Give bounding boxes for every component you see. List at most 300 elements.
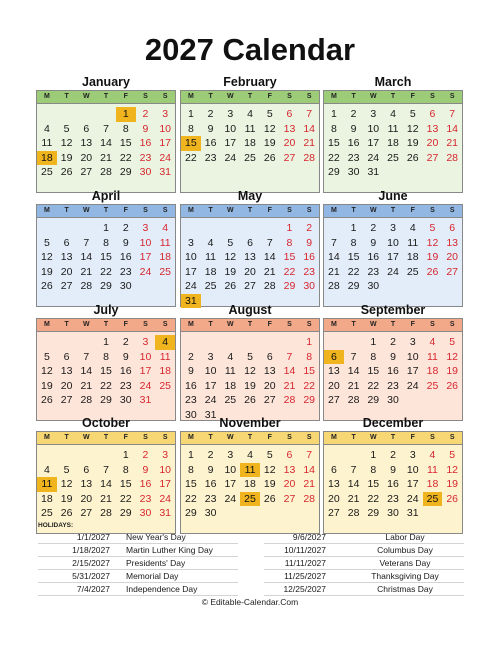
holiday-day-cell: 11: [240, 463, 260, 478]
month-days: [36, 217, 176, 307]
day-cell: 7: [350, 463, 357, 476]
holiday-name: Presidents' Day: [126, 558, 186, 568]
day-cell: 26: [41, 394, 53, 406]
weekday-label: S: [162, 207, 168, 214]
weekday-label: T: [390, 93, 396, 100]
day-cell: 30: [119, 394, 132, 406]
day-cell: 15: [185, 478, 197, 490]
day-cell: 15: [347, 251, 360, 263]
day-cell: 3: [409, 449, 416, 461]
weekday-header-row: [323, 90, 463, 103]
day-cell: 4: [227, 350, 234, 363]
holiday-day-cell: 31: [181, 294, 201, 309]
day-cell: 30: [204, 507, 217, 519]
empty-day-cell: [403, 279, 423, 294]
day-cell: 25: [41, 507, 53, 519]
empty-day-cell: [57, 335, 77, 350]
week-row: [37, 279, 175, 294]
week-row: [324, 122, 462, 137]
weekday-label: T: [103, 434, 109, 441]
empty-day-cell: [260, 221, 280, 236]
day-cell: 13: [244, 251, 256, 263]
day-cell: 28: [80, 280, 93, 292]
day-cell: 16: [387, 365, 399, 377]
weekday-label: M: [187, 93, 194, 100]
month-december: [323, 415, 463, 534]
day-cell: 4: [162, 222, 169, 234]
day-cell: 10: [159, 463, 172, 476]
day-cell: 29: [367, 394, 380, 406]
empty-day-cell: [181, 165, 201, 180]
day-cell: 27: [244, 280, 256, 292]
month-may: [180, 188, 320, 307]
empty-day-cell: [201, 221, 221, 236]
day-cell: 5: [266, 449, 273, 461]
day-cell: 31: [367, 166, 380, 178]
weekday-label: W: [369, 321, 377, 328]
day-cell: 21: [347, 379, 360, 392]
day-cell: 9: [207, 122, 214, 135]
day-cell: 7: [103, 122, 109, 135]
day-cell: 15: [100, 365, 112, 377]
week-row: [37, 477, 175, 492]
day-cell: 20: [446, 251, 459, 263]
day-cell: 8: [306, 350, 313, 363]
holiday-row: [38, 557, 238, 570]
day-cell: 9: [187, 365, 194, 377]
holiday-day-cell: 15: [181, 136, 201, 151]
footer-credit: © Editable-Calendar.Com: [201, 597, 299, 607]
day-cell: 21: [328, 265, 340, 278]
day-cell: 4: [247, 449, 253, 461]
day-cell: 1: [306, 336, 313, 348]
day-cell: 25: [387, 151, 399, 164]
day-cell: 29: [119, 166, 132, 178]
weekday-label: W: [226, 207, 234, 214]
day-cell: 23: [387, 379, 399, 392]
day-cell: 12: [224, 251, 237, 263]
day-cell: 26: [446, 379, 459, 392]
day-cell: 6: [247, 236, 253, 249]
day-cell: 24: [139, 379, 152, 392]
empty-day-cell: [423, 279, 443, 294]
day-cell: 28: [347, 394, 360, 406]
day-cell: 14: [283, 365, 296, 377]
day-cell: 16: [139, 137, 152, 149]
month-september: [323, 302, 463, 421]
day-cell: 16: [204, 137, 217, 149]
week-row: [37, 379, 175, 394]
weekday-label: M: [43, 207, 50, 214]
month-days: [36, 331, 176, 421]
empty-day-cell: [423, 165, 443, 180]
weekday-label: S: [287, 321, 292, 328]
day-cell: 20: [80, 151, 93, 164]
holiday-day-cell: 18: [37, 151, 57, 166]
empty-day-cell: [181, 221, 201, 236]
week-row: [181, 265, 319, 280]
weekday-label: M: [330, 207, 337, 214]
weekday-label: M: [330, 434, 337, 441]
day-cell: 17: [185, 265, 197, 278]
day-cell: 20: [244, 265, 256, 278]
day-cell: 8: [103, 236, 109, 249]
day-cell: 15: [119, 478, 132, 490]
empty-day-cell: [76, 221, 96, 236]
weekday-label: W: [82, 434, 90, 441]
day-cell: 7: [306, 108, 313, 120]
day-cell: 25: [426, 379, 439, 392]
weekday-label: W: [369, 93, 377, 100]
weekday-label: W: [226, 434, 234, 441]
weekday-label: T: [351, 207, 356, 214]
day-cell: 7: [83, 350, 90, 363]
empty-day-cell: [201, 165, 221, 180]
day-cell: 13: [80, 137, 93, 149]
month-name: September: [360, 303, 426, 317]
day-cell: 21: [80, 265, 93, 278]
day-cell: 13: [80, 478, 93, 490]
day-cell: 12: [244, 365, 256, 377]
day-cell: 8: [350, 236, 357, 249]
weekday-label: F: [410, 434, 415, 441]
day-cell: 1: [103, 336, 109, 348]
empty-day-cell: [57, 448, 77, 463]
day-cell: 29: [283, 280, 296, 292]
weekday-label: S: [449, 434, 455, 441]
day-cell: 25: [204, 280, 217, 292]
empty-day-cell: [324, 448, 344, 463]
day-cell: 11: [427, 350, 438, 363]
month-days: [323, 103, 463, 193]
day-cell: 27: [60, 280, 73, 292]
day-cell: 24: [406, 379, 419, 392]
week-row: [181, 364, 319, 379]
day-cell: 14: [100, 478, 112, 490]
week-row: [181, 250, 319, 265]
empty-day-cell: [240, 506, 260, 521]
day-cell: 17: [406, 478, 419, 490]
empty-day-cell: [181, 335, 201, 350]
day-cell: 13: [328, 365, 340, 377]
weekday-label: T: [64, 434, 69, 441]
week-row: [37, 506, 175, 521]
day-cell: 9: [207, 463, 214, 476]
week-row: [324, 448, 462, 463]
holiday-name: Memorial Day: [126, 571, 179, 581]
week-row: [181, 221, 319, 236]
day-cell: 13: [283, 122, 296, 135]
day-cell: 30: [387, 394, 399, 406]
empty-day-cell: [57, 107, 77, 122]
day-cell: 6: [83, 463, 90, 476]
day-cell: 12: [263, 463, 276, 476]
day-cell: 24: [367, 151, 380, 164]
weekday-label: W: [82, 93, 90, 100]
day-cell: 18: [387, 137, 399, 149]
weekday-label: T: [390, 321, 396, 328]
day-cell: 13: [328, 478, 340, 490]
weekday-label: T: [208, 93, 213, 100]
weekday-header-row: [180, 318, 320, 331]
day-cell: 10: [139, 236, 152, 249]
month-days: [180, 217, 320, 307]
holiday-date: 9/6/2027: [292, 532, 326, 542]
day-cell: 21: [446, 137, 459, 149]
day-cell: 28: [100, 166, 112, 178]
day-cell: 22: [185, 492, 197, 505]
weekday-label: T: [103, 93, 109, 100]
day-cell: 2: [122, 222, 129, 234]
week-row: [324, 221, 462, 236]
month-name: April: [91, 189, 121, 203]
weekday-label: M: [43, 93, 50, 100]
empty-day-cell: [442, 393, 462, 408]
day-cell: 7: [103, 463, 109, 476]
week-row: [324, 165, 462, 180]
day-cell: 17: [139, 251, 152, 263]
day-cell: 19: [224, 265, 237, 278]
holiday-date: 7/4/2027: [76, 584, 110, 594]
weekday-label: T: [64, 207, 69, 214]
week-row: [37, 448, 175, 463]
weekday-label: T: [351, 93, 356, 100]
week-row: [181, 279, 319, 294]
day-cell: 20: [80, 492, 93, 505]
day-cell: 25: [406, 265, 419, 278]
empty-day-cell: [220, 335, 240, 350]
month-days: [36, 103, 176, 193]
day-cell: 22: [367, 379, 380, 392]
day-cell: 9: [390, 463, 396, 476]
day-cell: 30: [185, 408, 197, 421]
week-row: [324, 236, 462, 251]
day-cell: 24: [159, 151, 172, 164]
week-row: [181, 165, 319, 180]
weekday-label: T: [208, 207, 213, 214]
day-cell: 19: [244, 379, 256, 392]
holiday-day-cell: 6: [324, 350, 344, 365]
day-cell: 8: [187, 463, 194, 476]
day-cell: 11: [387, 122, 399, 135]
empty-day-cell: [155, 279, 175, 294]
holiday-date: 12/25/2027: [283, 584, 326, 594]
day-cell: 12: [446, 350, 459, 363]
day-cell: 18: [426, 365, 439, 377]
day-cell: 25: [224, 394, 237, 406]
week-row: [37, 463, 175, 478]
day-cell: 6: [286, 108, 293, 120]
day-cell: 19: [41, 265, 53, 278]
day-cell: 8: [370, 463, 377, 476]
day-cell: 26: [224, 280, 237, 292]
day-cell: 2: [122, 336, 129, 348]
day-cell: 27: [328, 507, 340, 519]
day-cell: 24: [204, 394, 217, 406]
day-cell: 25: [159, 379, 172, 392]
empty-day-cell: [96, 107, 116, 122]
weekday-label: S: [287, 207, 292, 214]
day-cell: 2: [207, 449, 214, 461]
day-cell: 10: [367, 122, 380, 135]
day-cell: 4: [409, 222, 416, 234]
day-cell: 16: [119, 251, 132, 263]
empty-day-cell: [37, 107, 57, 122]
day-cell: 14: [303, 122, 316, 135]
day-cell: 14: [80, 365, 93, 377]
holiday-row: [38, 531, 238, 544]
day-cell: 6: [330, 463, 337, 476]
empty-day-cell: [260, 165, 280, 180]
holiday-day-cell: 1: [116, 107, 136, 122]
week-row: [37, 265, 175, 280]
weekday-header-row: [323, 204, 463, 217]
day-cell: 15: [119, 137, 132, 149]
day-cell: 4: [429, 449, 436, 461]
day-cell: 6: [266, 350, 273, 363]
weekday-label: T: [103, 207, 109, 214]
week-row: [37, 393, 175, 408]
day-cell: 16: [139, 478, 152, 490]
week-row: [181, 236, 319, 251]
day-cell: 2: [306, 222, 313, 234]
empty-day-cell: [240, 221, 260, 236]
month-days: [323, 331, 463, 421]
empty-day-cell: [299, 165, 319, 180]
weekday-label: M: [187, 321, 194, 328]
day-cell: 9: [390, 350, 396, 363]
day-cell: 27: [263, 394, 276, 406]
day-cell: 7: [449, 108, 456, 120]
day-cell: 18: [159, 365, 172, 377]
day-cell: 26: [244, 394, 256, 406]
holiday-name: Veterans Day: [379, 558, 431, 568]
weekday-label: S: [162, 321, 168, 328]
day-cell: 27: [60, 394, 73, 406]
empty-day-cell: [76, 448, 96, 463]
month-august: [180, 302, 320, 421]
day-cell: 26: [41, 280, 53, 292]
month-name: November: [219, 416, 281, 430]
day-cell: 17: [224, 137, 237, 149]
holiday-name: Labor Day: [385, 532, 425, 542]
empty-day-cell: [220, 221, 240, 236]
weekday-label: F: [123, 321, 128, 328]
day-cell: 21: [263, 265, 276, 278]
day-cell: 23: [139, 492, 152, 505]
day-cell: 30: [139, 507, 152, 519]
day-cell: 28: [303, 151, 316, 164]
week-row: [181, 136, 319, 151]
page-title: 2027 Calendar: [144, 32, 356, 67]
weekday-label: T: [208, 434, 213, 441]
day-cell: 4: [207, 236, 214, 249]
day-cell: 24: [406, 492, 419, 505]
day-cell: 3: [162, 449, 169, 461]
day-cell: 26: [263, 151, 276, 164]
day-cell: 23: [303, 265, 316, 278]
day-cell: 22: [119, 151, 132, 164]
day-cell: 5: [409, 108, 416, 120]
weekday-label: W: [369, 207, 377, 214]
day-cell: 21: [100, 492, 112, 505]
weekday-label: T: [64, 321, 69, 328]
weekday-label: W: [82, 207, 90, 214]
day-cell: 28: [80, 394, 93, 406]
weekday-label: S: [306, 207, 312, 214]
month-july: [36, 302, 176, 421]
holiday-date: 10/11/2027: [284, 545, 326, 555]
day-cell: 17: [367, 137, 380, 149]
week-row: [37, 107, 175, 122]
weekday-header-row: [180, 431, 320, 444]
week-row: [181, 335, 319, 350]
day-cell: 30: [387, 507, 399, 519]
day-cell: 19: [263, 478, 276, 490]
empty-day-cell: [37, 448, 57, 463]
day-cell: 15: [100, 251, 112, 263]
empty-day-cell: [423, 393, 443, 408]
day-cell: 14: [100, 137, 112, 149]
month-days: [180, 331, 320, 421]
week-row: [324, 506, 462, 521]
day-cell: 28: [328, 280, 340, 292]
day-cell: 7: [350, 350, 357, 363]
day-cell: 28: [283, 394, 296, 406]
month-name: March: [374, 75, 412, 89]
month-october: [36, 415, 176, 534]
day-cell: 18: [244, 137, 256, 149]
day-cell: 21: [303, 137, 316, 149]
day-cell: 28: [446, 151, 459, 164]
day-cell: 17: [387, 251, 399, 263]
week-row: [181, 448, 319, 463]
day-cell: 20: [60, 265, 73, 278]
weekday-label: W: [226, 321, 234, 328]
day-cell: 16: [185, 379, 197, 392]
weekday-label: M: [187, 434, 194, 441]
day-cell: 5: [63, 463, 70, 476]
week-row: [37, 335, 175, 350]
weekday-label: M: [330, 321, 337, 328]
weekday-header-row: [180, 90, 320, 103]
empty-day-cell: [383, 165, 403, 180]
day-cell: 7: [83, 236, 90, 249]
day-cell: 20: [60, 379, 73, 392]
day-cell: 10: [224, 122, 237, 135]
day-cell: 7: [286, 350, 293, 363]
weekday-label: T: [247, 93, 253, 100]
empty-day-cell: [240, 335, 260, 350]
day-cell: 10: [406, 350, 419, 363]
day-cell: 14: [446, 122, 459, 135]
month-name: January: [82, 75, 130, 89]
month-february: [180, 74, 320, 193]
month-name: February: [223, 75, 277, 89]
day-cell: 12: [60, 478, 73, 490]
weekday-header-row: [36, 204, 176, 217]
day-cell: 23: [387, 492, 399, 505]
weekday-label: F: [123, 207, 128, 214]
day-cell: 31: [204, 408, 217, 421]
weekday-label: S: [430, 93, 435, 100]
day-cell: 26: [446, 492, 459, 505]
holiday-row: [264, 570, 464, 583]
day-cell: 3: [370, 108, 377, 120]
month-name: July: [93, 303, 119, 317]
weekday-label: F: [123, 434, 128, 441]
weekday-label: F: [410, 207, 415, 214]
